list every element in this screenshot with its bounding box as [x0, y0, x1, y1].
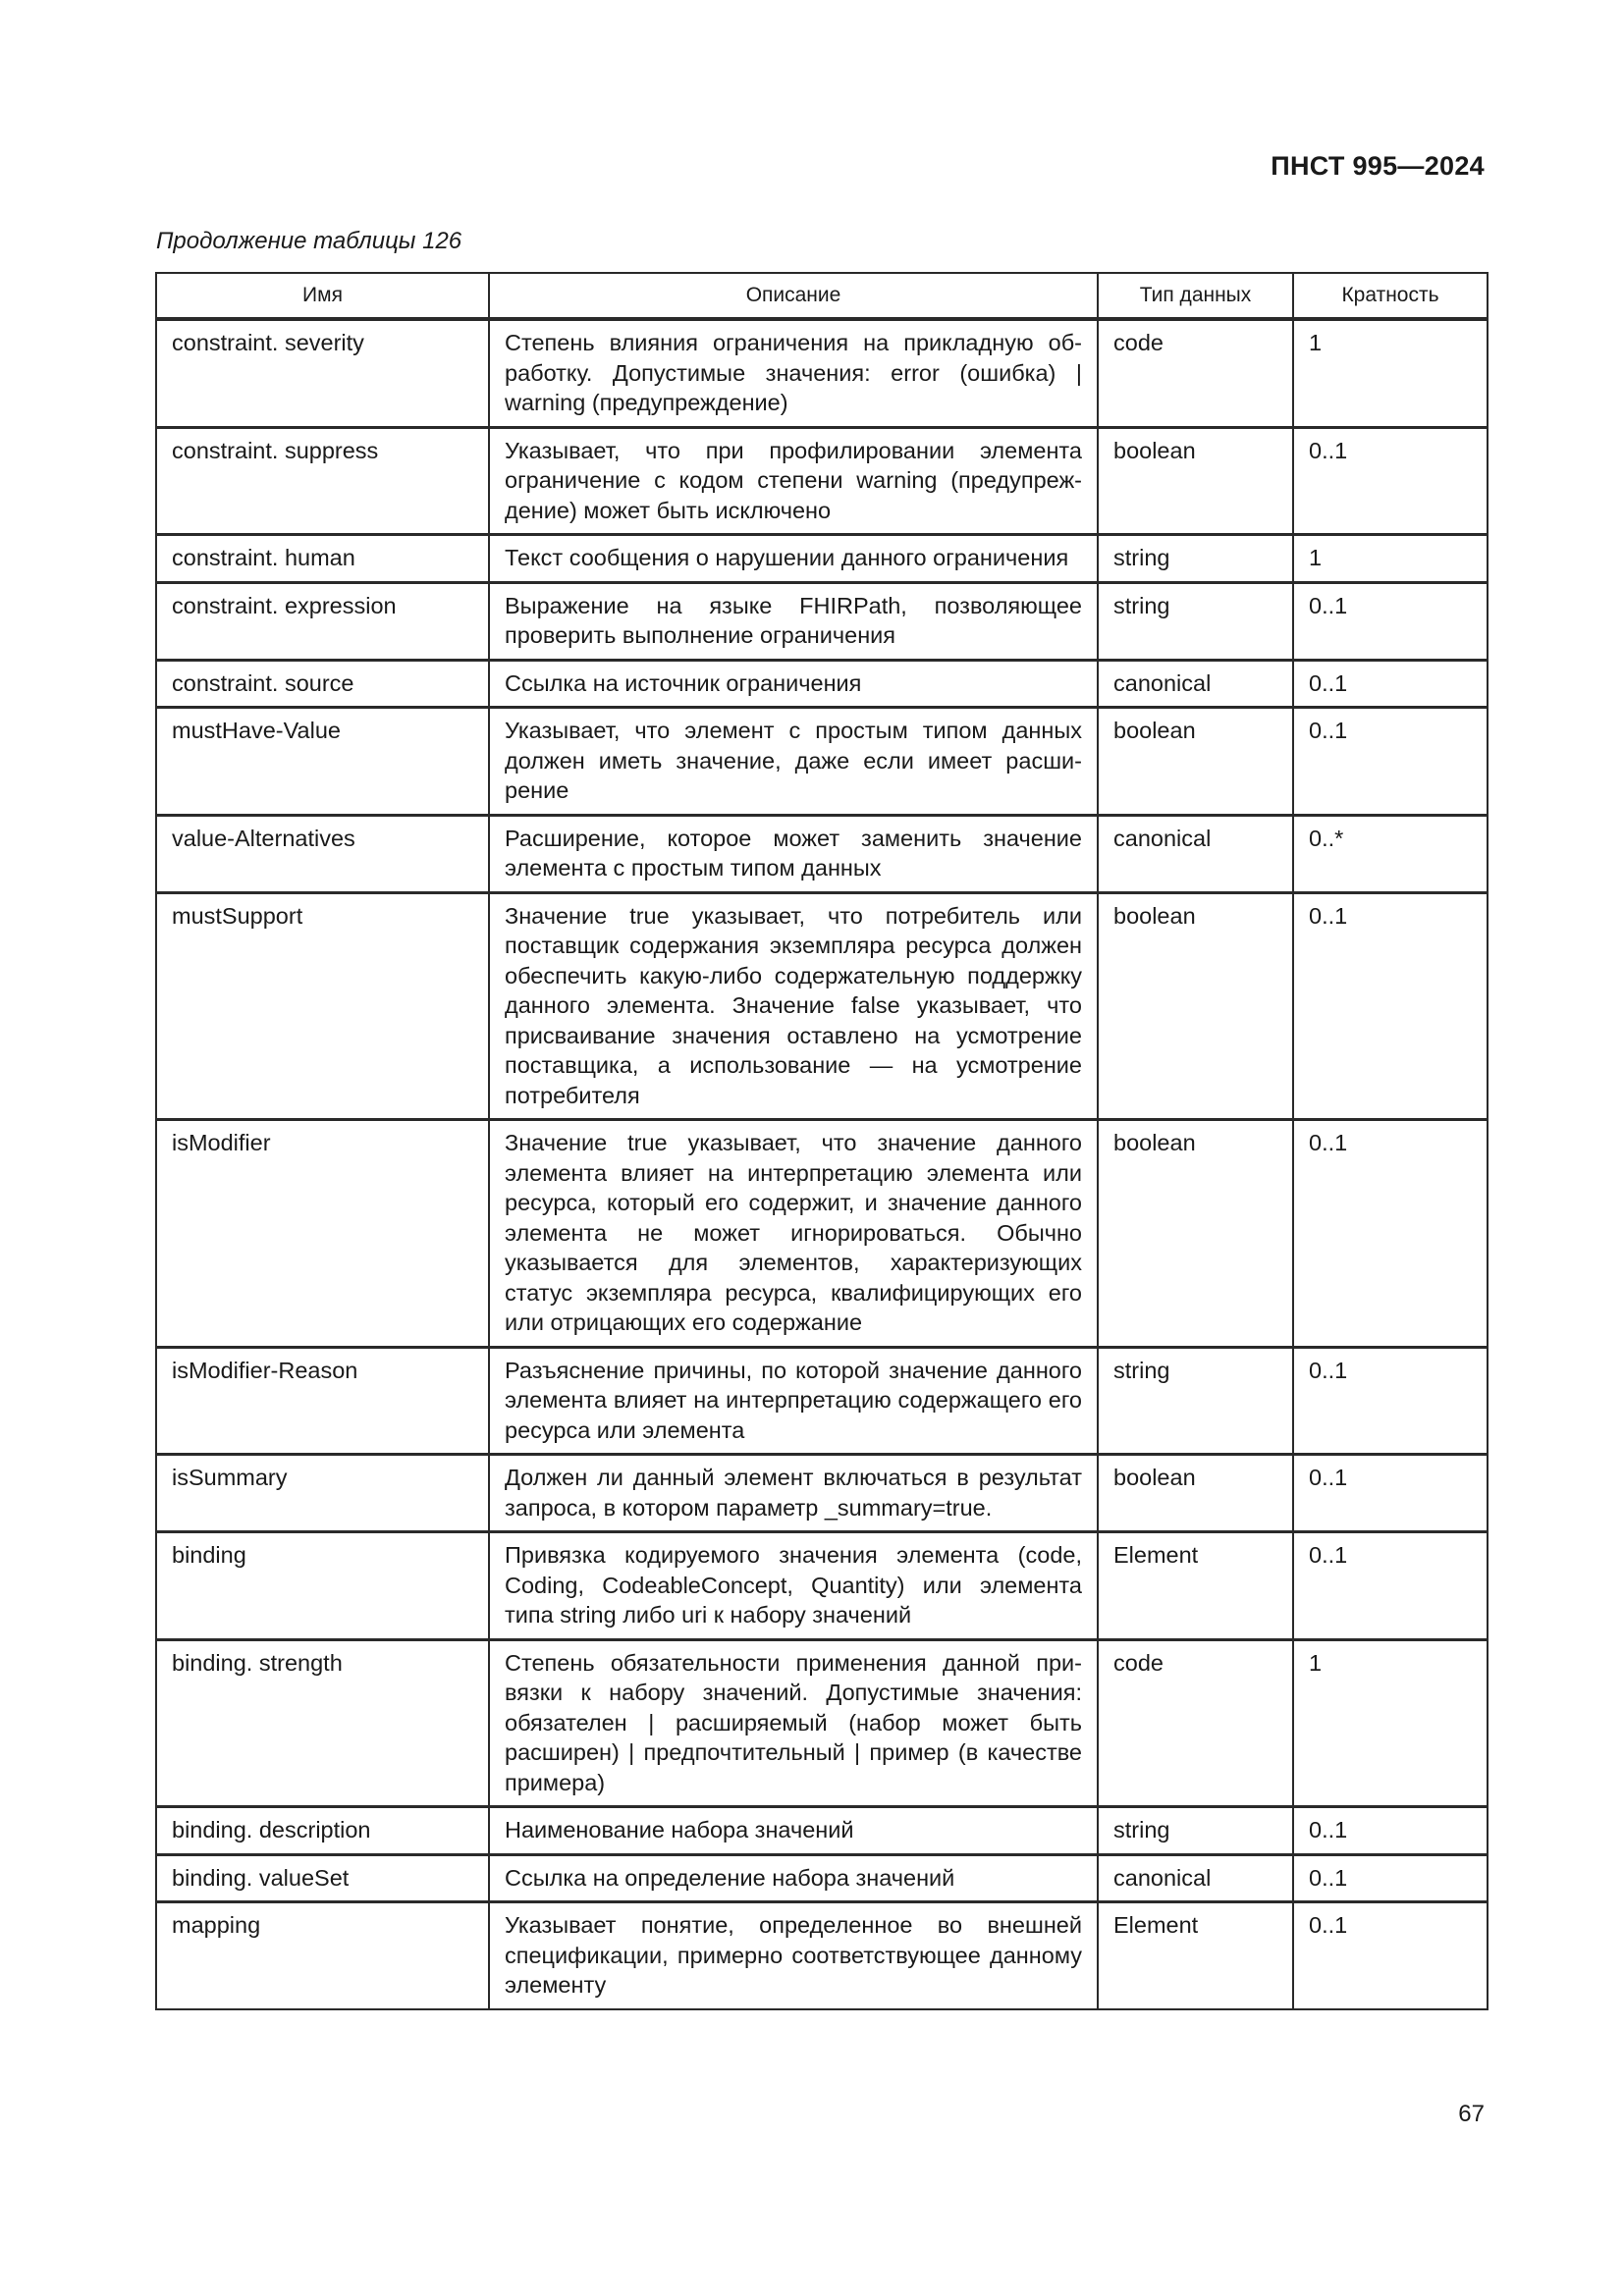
- table-row: [156, 535, 1488, 583]
- cell-name: binding. description: [156, 1807, 489, 1855]
- cell-description: Степень влияния ограничения на прикладную обработку. Допустимые значения: error (ошибка) | warning (предупреждение): [489, 319, 1098, 427]
- cell-name: binding. strength: [156, 1639, 489, 1807]
- cell-multiplicity: 1: [1293, 535, 1488, 583]
- table-row: [156, 427, 1488, 535]
- table-row: [156, 1854, 1488, 1902]
- cell-data-type: boolean: [1098, 427, 1293, 535]
- cell-multiplicity: 0..1: [1293, 1347, 1488, 1455]
- cell-data-type: string: [1098, 1807, 1293, 1855]
- table-header: [156, 273, 1488, 319]
- cell-name: mapping: [156, 1902, 489, 2009]
- cell-multiplicity: 0..1: [1293, 582, 1488, 660]
- cell-description: Степень обязательности применения данной привязки к набору значений. Допустимые значения: обязателен | расширяемый (набор может быть расширен) | предпочтительный | пример (в качестве примера): [489, 1639, 1098, 1807]
- cell-multiplicity: 0..1: [1293, 1854, 1488, 1902]
- cell-data-type: boolean: [1098, 1455, 1293, 1532]
- cell-description: Указывает понятие, определенное во внешней спецификации, примерно соответствующее данному элементу: [489, 1902, 1098, 2009]
- cell-data-type: canonical: [1098, 660, 1293, 708]
- cell-data-type: code: [1098, 319, 1293, 427]
- table-row: [156, 708, 1488, 816]
- cell-name: mustHave-Value: [156, 708, 489, 816]
- table-row: [156, 582, 1488, 660]
- table-row: [156, 1120, 1488, 1348]
- cell-name: binding: [156, 1532, 489, 1640]
- table-row: [156, 1807, 1488, 1855]
- cell-name: binding. valueSet: [156, 1854, 489, 1902]
- cell-description: Значение true указывает, что значение данного элемента влияет на интерпретацию элемента или ресурса, который его содержит, и значение данного элемента не может игнорироваться. Обычно указывается для элементов, характеризующих статус экземпляра ресурса, квалифицирующих его или отрицающих его содержание: [489, 1120, 1098, 1348]
- cell-description: Указывает, что при профилировании элемента ограничение с кодом степени warning (предупреждение) может быть исключено: [489, 427, 1098, 535]
- cell-description: Ссылка на источник ограничения: [489, 660, 1098, 708]
- table-row: [156, 1902, 1488, 2009]
- table-row: [156, 660, 1488, 708]
- cell-description: Указывает, что элемент с простым типом данных должен иметь значение, даже если имеет расширение: [489, 708, 1098, 816]
- table-row: [156, 892, 1488, 1120]
- cell-multiplicity: 0..1: [1293, 427, 1488, 535]
- cell-name: isModifier: [156, 1120, 489, 1348]
- cell-name: isModifier-Reason: [156, 1347, 489, 1455]
- cell-data-type: boolean: [1098, 892, 1293, 1120]
- cell-multiplicity: 1: [1293, 1639, 1488, 1807]
- cell-name: isSummary: [156, 1455, 489, 1532]
- table-row: [156, 815, 1488, 892]
- table-row: [156, 1455, 1488, 1532]
- table-row: [156, 1639, 1488, 1807]
- cell-name: constraint. human: [156, 535, 489, 583]
- cell-multiplicity: 0..1: [1293, 1807, 1488, 1855]
- table-row: [156, 1532, 1488, 1640]
- cell-data-type: canonical: [1098, 815, 1293, 892]
- column-header-multiplicity: Кратность: [1293, 273, 1488, 319]
- cell-description: Разъяснение причины, по которой значение данного элемента влияет на интерпретацию содержащего его ресурса или элемента: [489, 1347, 1098, 1455]
- table-row: [156, 1347, 1488, 1455]
- cell-name: constraint. severity: [156, 319, 489, 427]
- cell-multiplicity: 0..1: [1293, 1120, 1488, 1348]
- table-body: [156, 319, 1488, 2009]
- cell-multiplicity: 0..1: [1293, 892, 1488, 1120]
- cell-data-type: boolean: [1098, 708, 1293, 816]
- cell-description: Привязка кодируемого значения элемента (code, Coding, CodeableConcept, Quantity) или элемента типа string либо uri к набору значений: [489, 1532, 1098, 1640]
- cell-name: constraint. expression: [156, 582, 489, 660]
- cell-description: Должен ли данный элемент включаться в результат запроса, в котором параметр _summary=true.: [489, 1455, 1098, 1532]
- cell-data-type: boolean: [1098, 1120, 1293, 1348]
- cell-description: Расширение, которое может заменить значение элемента с простым типом данных: [489, 815, 1098, 892]
- cell-multiplicity: 0..*: [1293, 815, 1488, 892]
- cell-multiplicity: 0..1: [1293, 1455, 1488, 1532]
- cell-data-type: Element: [1098, 1532, 1293, 1640]
- cell-description: Значение true указывает, что потребитель или поставщик содержания экземпляра ресурса должен обеспечить какую-либо содержательную поддержку данного элемента. Значение false указывает, что присваивание значения оставлено на усмотрение поставщика, а использование — на усмотрение потребителя: [489, 892, 1098, 1120]
- cell-multiplicity: 0..1: [1293, 1532, 1488, 1640]
- cell-data-type: string: [1098, 1347, 1293, 1455]
- cell-multiplicity: 0..1: [1293, 660, 1488, 708]
- document-code: ПНСТ 995—2024: [1271, 151, 1485, 181]
- cell-data-type: string: [1098, 535, 1293, 583]
- page-number: 67: [1458, 2101, 1485, 2127]
- cell-name: mustSupport: [156, 892, 489, 1120]
- cell-data-type: Element: [1098, 1902, 1293, 2009]
- cell-data-type: canonical: [1098, 1854, 1293, 1902]
- cell-description: Ссылка на определение набора значений: [489, 1854, 1098, 1902]
- cell-data-type: string: [1098, 582, 1293, 660]
- cell-multiplicity: 1: [1293, 319, 1488, 427]
- cell-multiplicity: 0..1: [1293, 708, 1488, 816]
- cell-description: Выражение на языке FHIRPath, позволяющее проверить выполнение ограничения: [489, 582, 1098, 660]
- cell-data-type: code: [1098, 1639, 1293, 1807]
- table-row: [156, 319, 1488, 427]
- cell-description: Наименование набора значений: [489, 1807, 1098, 1855]
- specification-table: [155, 272, 1489, 2010]
- cell-name: constraint. source: [156, 660, 489, 708]
- header-row: [156, 273, 1488, 319]
- table-caption: Продолжение таблицы 126: [156, 228, 462, 254]
- cell-multiplicity: 0..1: [1293, 1902, 1488, 2009]
- cell-description: Текст сообщения о нарушении данного ограничения: [489, 535, 1098, 583]
- column-header-name: Имя: [156, 273, 489, 319]
- column-header-description: Описание: [489, 273, 1098, 319]
- column-header-data-type: Тип данных: [1098, 273, 1293, 319]
- cell-name: value-Alternatives: [156, 815, 489, 892]
- cell-name: constraint. suppress: [156, 427, 489, 535]
